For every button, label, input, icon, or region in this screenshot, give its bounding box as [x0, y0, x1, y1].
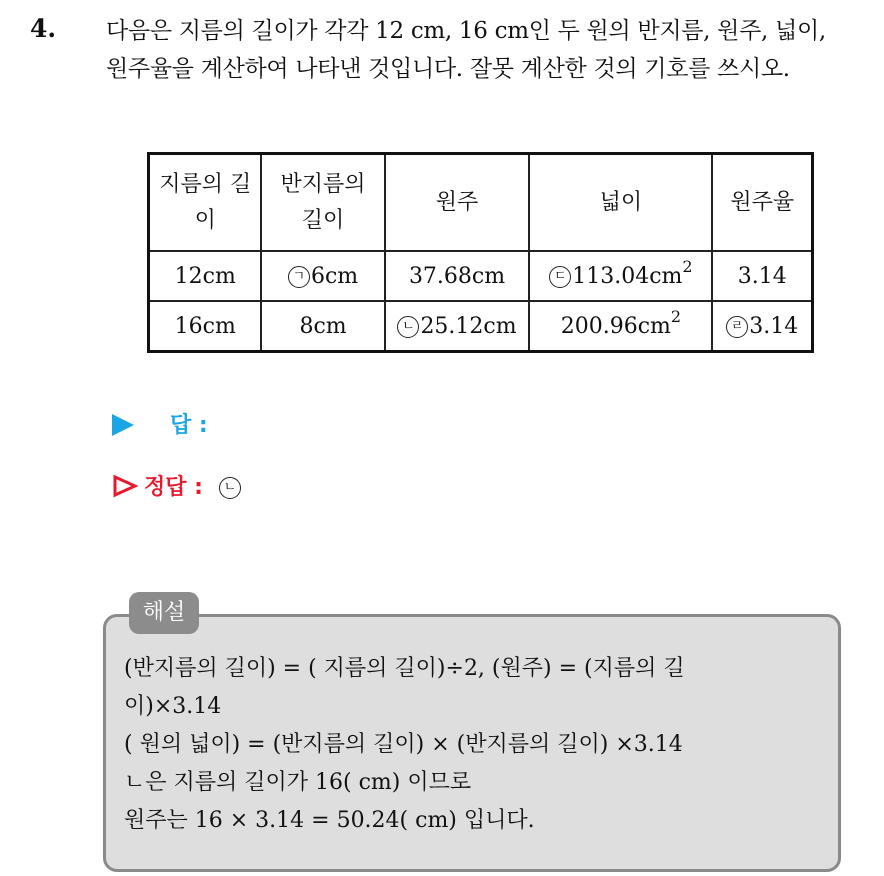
circled-giyeok-marker: ㄱ	[288, 266, 310, 288]
question-number: 4.	[30, 14, 57, 43]
calculation-table	[147, 152, 814, 353]
cell-area	[529, 301, 712, 352]
cell-radius-value: 6cm	[310, 263, 359, 289]
answer-row	[112, 408, 208, 439]
explanation-line: 이)×3.14	[124, 694, 222, 719]
explanation-line: ( 원의 넓이) = (반지름의 길이) × (반지름의 길이) ×3.14	[124, 732, 683, 757]
correct-answer-label: 정답 :	[144, 475, 203, 500]
header-pi: 원주율	[712, 154, 812, 252]
question-line: 다음은 지름의 길이가 각각 12 cm, 16 cm인 두 원의 반지름, 원주, 넓이,	[106, 18, 826, 44]
area-exponent: 2	[682, 256, 693, 276]
cell-circumference	[385, 301, 530, 352]
explanation-tag: 해설	[129, 592, 199, 634]
circled-nieun-marker: ㄴ	[397, 316, 419, 338]
explanation-line: 원주는 16 × 3.14 = 50.24( cm) 입니다.	[124, 808, 535, 833]
circled-nieun-marker: ㄴ	[219, 477, 241, 499]
cell-diameter: 12cm	[149, 251, 262, 301]
cell-radius	[261, 251, 384, 301]
cell-area	[529, 251, 712, 301]
table-header-row	[149, 154, 813, 252]
explanation-text	[124, 650, 828, 840]
cell-pi: 3.14	[712, 251, 812, 301]
cell-circumference-value: 25.12cm	[420, 313, 517, 339]
correct-answer-value	[219, 475, 242, 500]
cell-pi-value: 3.14	[749, 313, 799, 339]
cell-radius: 8cm	[261, 301, 384, 352]
header-radius: 반지름의 길이	[261, 154, 384, 252]
cell-area-value: 113.04cm	[572, 263, 683, 289]
answer-label: 답 :	[170, 413, 208, 438]
cell-diameter: 16cm	[149, 301, 262, 352]
question-line: 원주율을 계산하여 나타낸 것입니다. 잘못 계산한 것의 기호를 쓰시오.	[106, 56, 790, 82]
header-area: 넓이	[529, 154, 712, 252]
play-icon	[112, 414, 134, 436]
cell-area-value: 200.96cm	[560, 313, 671, 339]
cell-circumference: 37.68cm	[385, 251, 530, 301]
correct-answer-row	[112, 470, 242, 501]
header-diameter: 지름의 길이	[149, 154, 262, 252]
explanation-line: (반지름의 길이) = ( 지름의 길이)÷2, (원주) = (지름의 길	[124, 656, 685, 681]
cell-pi	[712, 301, 812, 352]
explanation-line: ㄴ은 지름의 길이가 16( cm) 이므로	[124, 770, 472, 795]
table-row	[149, 301, 813, 352]
question-text	[106, 12, 876, 88]
outline-play-icon	[112, 474, 138, 498]
circled-rieul-marker: ㄹ	[726, 316, 748, 338]
circled-digeut-marker: ㄷ	[549, 266, 571, 288]
table-row	[149, 251, 813, 301]
header-circumference: 원주	[385, 154, 530, 252]
area-exponent: 2	[670, 306, 682, 326]
